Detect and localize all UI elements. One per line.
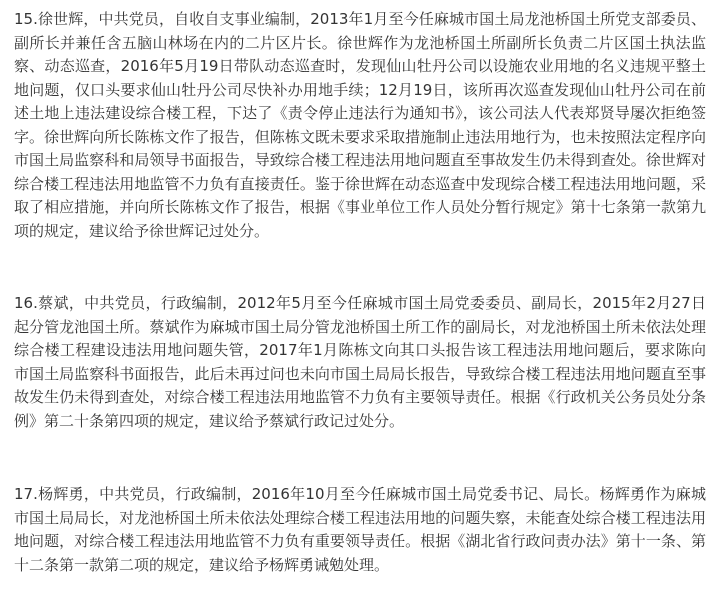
paragraph-17-yang-huiyong: 17.杨辉勇，中共党员，行政编制，2016年10月至今任麻城市国土局党委书记、局长。杨辉勇作为麻城市国土局局长，对龙池桥国土所未依法处理综合楼工程违法用地的问题失察，未能查处综合楼工程违法用地问题，对综合楼工程违法用地监管不力负有重要领导责任。根据《湖北省行政问责办法》第十一条、第十二条第一款第二项的规定，建议给予杨辉勇诫勉处理。	[14, 485, 706, 574]
paragraph-15-xu-shihui: 15.徐世辉，中共党员，自收自支事业编制，2013年1月至今任麻城市国土局龙池桥国土所党支部委员、副所长并兼任含五脑山林场在内的二片区片长。徐世辉作为龙池桥国土所副所长负责二片区国土执法监察、动态巡查，2016年5月19日带队动态巡查时，发现仙山牡丹公司以设施农业用地的名义违规平整土地问题，仅口头要求仙山牡丹公司尽快补办用地手续；12月19日，该所再次巡查发现仙山牡丹公司在前述土地上违法建设综合楼工程，下达了《责令停止违法行为通知书》，该公司法人代表郑贤导屡次拒绝签字。徐世辉向所长陈栋文作了报告，但陈栋文既未要求采取措施制止违法用地行为，也未按照法定程序向市国土局监察科和局领导书面报告，导致综合楼工程违法用地问题直至事故发生仍未得到查处。徐世辉对综合楼工程违法用地监管不力负有直接责任。鉴于徐世辉在动态巡查中发现综合楼工程违法用地问题，采取了相应措施，并向所长陈栋文作了报告，根据《事业单位工作人员处分暂行规定》第十七条第一款第九项的规定，建议给予徐世辉记过处分。	[14, 10, 706, 240]
paragraph-16-cai-bin: 16.蔡斌，中共党员，行政编制，2012年5月至今任麻城市国土局党委委员、副局长，2015年2月27日起分管龙池国土所。蔡斌作为麻城市国土局分管龙池桥国土所工作的副局长，对龙池桥国土所未依法处理综合楼工程建设违法用地问题失管，2017年1月陈栋文向其口头报告该工程违法用地问题后，要求陈向市国土局监察科书面报告，此后未再过问也未向市国土局局长报告，导致综合楼工程违法用地问题直至事故发生仍未得到查处，对综合楼工程违法用地监管不力负有主要领导责任。根据《行政机关公务员处分条例》第二十条第四项的规定，建议给予蔡斌行政记过处分。	[14, 294, 706, 430]
